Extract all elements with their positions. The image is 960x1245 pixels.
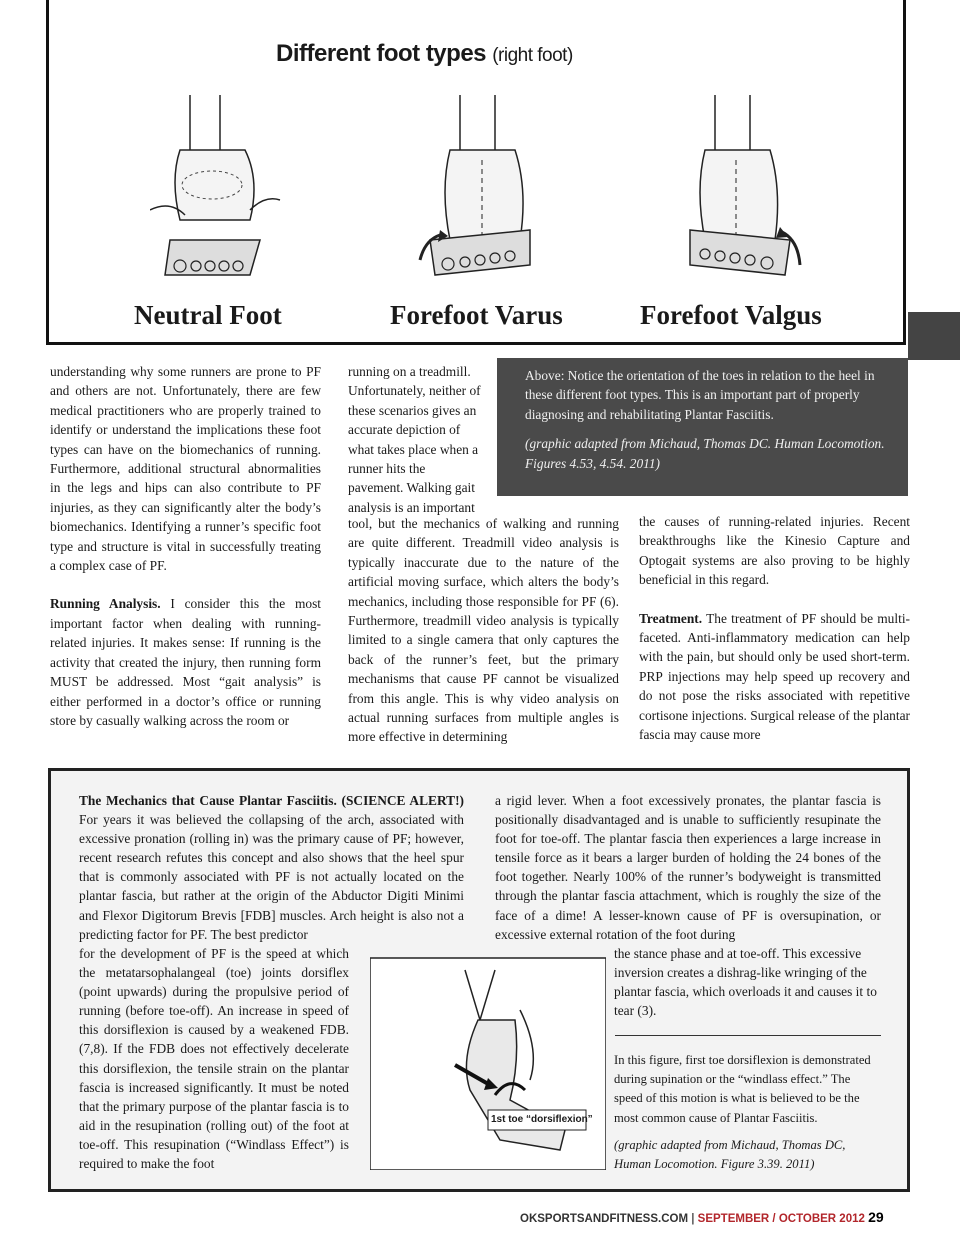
neutral-foot-illustration (150, 90, 290, 290)
running-analysis-heading: Running Analysis. (50, 596, 161, 612)
footer-separator: | (691, 1213, 695, 1225)
forefoot-valgus-illustration (660, 90, 810, 290)
forefoot-varus-label: Forefoot Varus (390, 300, 563, 330)
side-tab (908, 312, 960, 360)
page-footer (520, 1209, 884, 1225)
col1-paragraph-2: Running Analysis. I consider this the most important factor when dealing with running-related injuries. It makes sense: If running is the activity that created the injury, then running form MUST be addressed. Most “gait analysis” is either performed in a doctor’s office or running store by casually walking across the room or (50, 596, 322, 728)
column-2-bottom: tool, but the mechanics of walking and running are quite different. Treadmill video analysis is typically inaccurate due to the nature of the artificial moving surface, which alters the body’s mechanics, including those responsible for PF (6). Furthermore, treadmill video analysis is typically limited to a single camera that only captures the back of the runner’s feet, but the primary mechanisms that cause PF cannot be visualized from this angle. This is why video analysis on actual running surfaces from multiple angles is more effective in determining (348, 516, 619, 745)
science-right-mid: the stance phase and at toe-off. This excessive inversion creates a dishrag-like wringing of the plantar fascia, which overloads it and causes it to tear (3). (614, 946, 877, 1019)
footer-magazine: OKSPORTSANDFITNESS.COM (520, 1213, 689, 1225)
col3-paragraph-1: the causes of running-related injuries. Recent breakthroughs like the Kinesio Capture and Optogait systems are also proving to be highly beneficial in this regard. (639, 514, 910, 588)
toe-dorsiflexion-label: 1st toe “dorsiflexion” (491, 1114, 593, 1125)
science-figure-caption: In this figure, first toe dorsiflexion is demonstrated during supination or the “windlass effect.” The speed of this motion is what is believed to be the most common cause of Plantar Fasciitis. (graphic adapted from Michaud, Thomas DC, Human Locomotion. Figure 3.39. 2011) (614, 1051, 881, 1174)
forefoot-valgus-label: Forefoot Valgus (640, 300, 822, 330)
science-figure-credit: (graphic adapted from Michaud, Thomas DC, Human Locomotion. Figure 3.39. 2011) (614, 1137, 846, 1172)
science-heading: The Mechanics that Cause Plantar Fasciitis. (SCIENCE ALERT!) (79, 793, 464, 808)
column-1 (50, 362, 321, 730)
neutral-foot-label: Neutral Foot (134, 300, 282, 330)
science-left-bottom: for the development of PF is the speed at which the metatarsophalangeal (toe) joints dorsiflex (point upwards) during the propulsive period of running (before toe-off). An increase in speed of this dorsiflexion is caused by a weakened FDB. (7,8). If the FDB does not effectively decelerate this dorsiflexion, the tensile strain on the plantar fascia is increased significantly. It must be noted that the primary purpose of the plantar fascia is to aid in the resupination (rolling out) of the foot at toe-off. This resupination (“Windlass Effect”) is required to make the foot (79, 946, 349, 1172)
forefoot-varus-illustration (410, 90, 560, 290)
treatment-heading: Treatment. (639, 610, 703, 626)
column-2-top: running on a treadmill. Unfortunately, neither of these scenarios gives an accurate depiction of what takes place when a runner hits the pavement. Walking gait analysis is an important (348, 364, 481, 515)
figure-title: Different foot types (right foot) (276, 40, 573, 67)
column-3 (639, 512, 910, 744)
col3-paragraph-2: Treatment. The treatment of PF should be multi-faceted. Anti-inflammatory medication can help with the pain, but should only be used short-term. PRP injections may help speed up recovery and do not pose the risks associated with repetitive cortisone injections. Surgical release of the plantar fascia may cause more (639, 610, 910, 743)
figure-caption-box (497, 358, 908, 496)
col1-paragraph-1: understanding why some runners are prone to PF and others are not. Unfortunately, there are few medical practitioners who are properly trained to identify or understand the implications these foot types can have on the biomechanics of running. Furthermore, additional structural abnormalities in the legs and hips can also contribute to PF injuries, as they can significantly alter the body’s biomechanics. Identifying a runner’s specific foot type and structure is vital in successfully treating a complex case of PF. (50, 364, 321, 574)
science-left-top: The Mechanics that Cause Plantar Fasciitis. (SCIENCE ALERT!) For years it was believed the collapsing of the arch, associated with excessive pronation (rolling in) was the primary cause of PF; however, recent research refutes this concept and also shows that the heel spur that is commonly associated with PF is not actually located on the plantar fascia, but rather at the origin of the Abductor Digiti Minimi and Flexor Digitorum Brevis [FDB] muscles. Arch height is also not a predicting factor for PF. The best predictor (79, 793, 464, 942)
figure-credit: (graphic adapted from Michaud, Thomas DC. Human Locomotion. Figures 4.53, 4.54. 2011) (525, 436, 885, 471)
figure-caption: Above: Notice the orientation of the toes in relation to the heel in these different foot types. This is an important part of properly diagnosing and rehabilitating Plantar Fasciitis. (525, 368, 875, 422)
toe-dorsiflexion-illustration (370, 950, 606, 1170)
science-right-top: a rigid lever. When a foot excessively pronates, the plantar fascia is positionally disadvantaged and is unable to sufficiently resupinate the foot for toe-off. The plantar fascia then experiences a large increase in tensile force as it bears a larger burden of holding the 24 bones of the foot together. Nearly 100% of the runner’s bodyweight is transmitted through the plantar fascia attachment, which is roughly the size of the face of a dime! A lesser-known cause of PF is oversupination, or excessive external rotation of the foot during (495, 793, 881, 942)
divider (615, 1035, 881, 1036)
page-number: 29 (868, 1209, 884, 1225)
footer-date: SEPTEMBER / OCTOBER 2012 (697, 1213, 865, 1225)
